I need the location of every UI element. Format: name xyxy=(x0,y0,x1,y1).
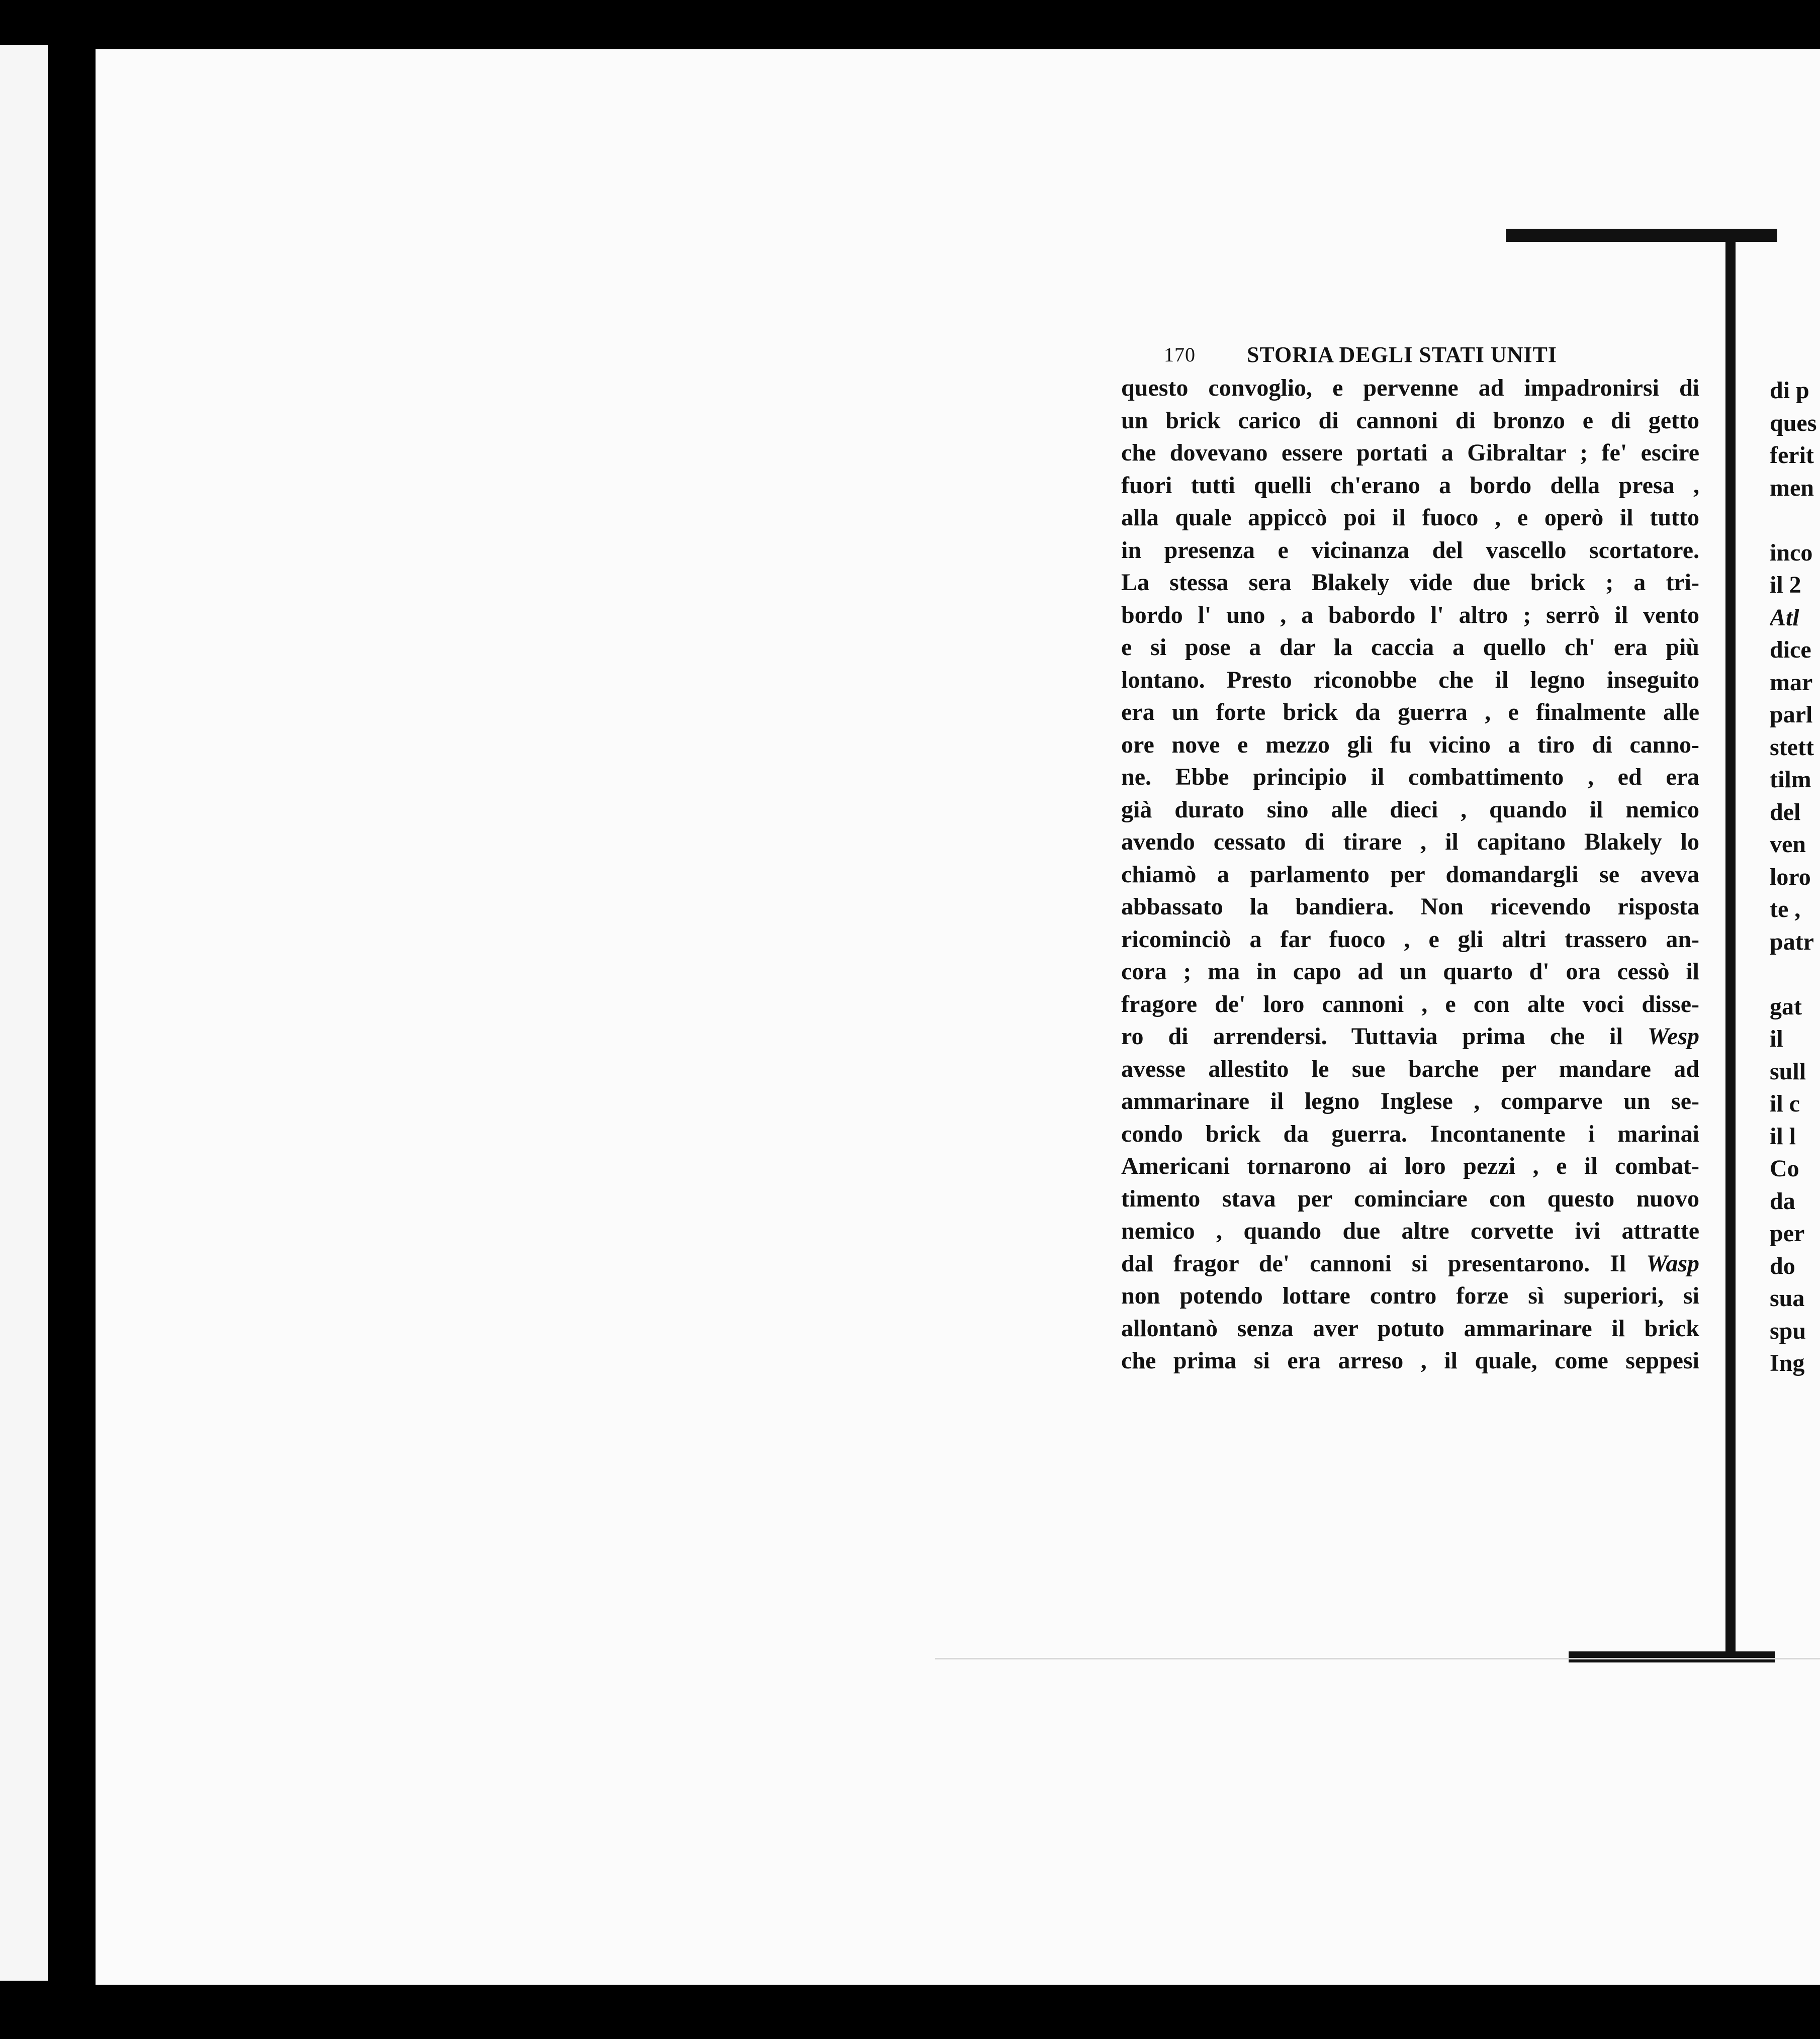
fragment-line: Atl xyxy=(1770,604,1799,631)
fragment-line: patr xyxy=(1770,928,1814,955)
text-line: che dovevano essere portati a Gibraltar ; fe' escire xyxy=(1121,439,1699,466)
text-line: Americani tornarono ai loro pezzi , e il combat- xyxy=(1121,1153,1699,1179)
text-line: già durato sino alle dieci , quando il nemico xyxy=(1121,796,1699,823)
fragment-line: tilm xyxy=(1770,766,1811,793)
fragment-line xyxy=(1770,958,1820,991)
next-page-fragments xyxy=(1770,375,1820,1380)
text-line: allontanò senza aver potuto ammarinare il brick xyxy=(1121,1315,1699,1342)
text-line: era un forte brick da guerra , e finalmente alle xyxy=(1121,699,1699,725)
fragment-line: ques xyxy=(1770,409,1817,436)
text-line: cora ; ma in capo ad un quarto d' ora cessò il xyxy=(1121,958,1699,985)
text-line: lontano. Presto riconobbe che il legno inseguito xyxy=(1121,666,1699,693)
fragment-line: Ing xyxy=(1770,1350,1805,1376)
fragment-line: il c xyxy=(1770,1090,1800,1117)
fragment-line: spu xyxy=(1770,1317,1806,1344)
text-line: La stessa sera Blakely vide due brick ; a tri- xyxy=(1121,569,1699,596)
fragment-line: do xyxy=(1770,1252,1795,1279)
fragment-line xyxy=(1770,504,1820,537)
text-line: fragore de' loro cannoni , e con alte voci disse- xyxy=(1121,990,1699,1017)
page-header xyxy=(1121,342,1699,372)
text-line: ore nove e mezzo gli fu vicino a tiro di canno- xyxy=(1121,731,1699,758)
book-page xyxy=(1121,342,1699,1377)
text-line: avesse allestito le sue barche per mandare ad xyxy=(1121,1055,1699,1082)
text-line: e si pose a dar la caccia a quello ch' era più xyxy=(1121,634,1699,661)
body-text xyxy=(1121,372,1699,1377)
text-line: condo brick da guerra. Incontanente i marinai xyxy=(1121,1120,1699,1147)
text-line: ne. Ebbe principio il combattimento , ed era xyxy=(1121,764,1699,790)
text-line: nemico , quando due altre corvette ivi attratte xyxy=(1121,1218,1699,1244)
fragment-line: Co xyxy=(1770,1155,1799,1182)
text-line: alla quale appiccò poi il fuoco , e operò il tutto xyxy=(1121,504,1699,531)
fragment-line: stett xyxy=(1770,733,1814,761)
text-line: in presenza e vicinanza del vascello scortatore. xyxy=(1121,536,1699,564)
text-line: non potendo lottare contro forze sì superiori, si xyxy=(1121,1282,1699,1309)
text-line: questo convoglio, e pervenne ad impadronirsi di xyxy=(1121,375,1699,401)
bracket-bottom-rule xyxy=(1569,1651,1775,1662)
fragment-line: ferit xyxy=(1770,442,1814,469)
fragment-line: del xyxy=(1770,798,1801,825)
fragment-line: gat xyxy=(1770,993,1802,1020)
page-number: 170 xyxy=(1164,343,1196,366)
fragment-line: inco xyxy=(1770,539,1813,566)
running-title: STORIA DEGLI STATI UNITI xyxy=(1247,342,1557,367)
fragment-line: men xyxy=(1770,474,1814,501)
text-line: timento stava per cominciare con questo nuovo xyxy=(1121,1185,1699,1212)
fragment-line: loro xyxy=(1770,863,1811,890)
bracket-vertical-rule xyxy=(1725,229,1736,1651)
bracket-top-rule xyxy=(1506,229,1777,242)
text-line: che prima si era arreso , il quale, come seppesi xyxy=(1121,1347,1699,1374)
text-line: ammarinare il legno Inglese , comparve un se- xyxy=(1121,1088,1699,1115)
text-line: ricominciò a far fuoco , e gli altri trassero an- xyxy=(1121,925,1699,953)
fragment-line: ven xyxy=(1770,831,1806,858)
faint-horizontal-rule xyxy=(935,1658,1820,1659)
text-line: un brick carico di cannoni di bronzo e di getto xyxy=(1121,407,1699,434)
previous-page-edge xyxy=(0,45,48,1981)
fragment-line: per xyxy=(1770,1220,1805,1247)
fragment-line: il l xyxy=(1770,1123,1796,1150)
fragment-line: dice xyxy=(1770,636,1811,663)
fragment-line: sull xyxy=(1770,1058,1806,1085)
fragment-line: di p xyxy=(1770,377,1809,404)
text-line: abbassato la bandiera. Non ricevendo risposta xyxy=(1121,893,1699,920)
fragment-line: parl xyxy=(1770,701,1813,728)
text-line: chiamò a parlamento per domandargli se aveva xyxy=(1121,861,1699,888)
fragment-line: il xyxy=(1770,1026,1783,1052)
fragment-line: te , xyxy=(1770,896,1801,922)
text-line: ro di arrendersi. Tuttavia prima che il Wesp xyxy=(1121,1023,1699,1050)
fragment-line: mar xyxy=(1770,669,1813,696)
fragment-line: da xyxy=(1770,1187,1795,1215)
text-line: fuori tutti quelli ch'erano a bordo della presa , xyxy=(1121,472,1699,499)
text-line: avendo cessato di tirare , il capitano Blakely lo xyxy=(1121,828,1699,855)
fragment-line: sua xyxy=(1770,1285,1805,1312)
text-line: dal fragor de' cannoni si presentarono. Il Wasp xyxy=(1121,1250,1699,1277)
fragment-line: il 2 xyxy=(1770,572,1801,598)
text-line: bordo l' uno , a babordo l' altro ; serrò il vento xyxy=(1121,601,1699,628)
